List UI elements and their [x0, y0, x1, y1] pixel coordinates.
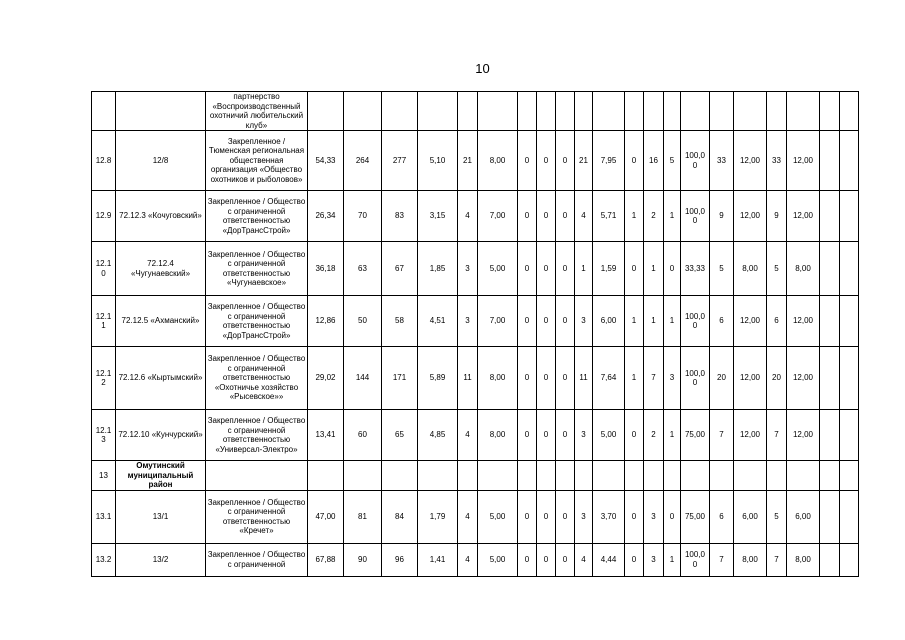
- table-cell: 72.12.3 «Кочуговский»: [116, 191, 206, 242]
- table-cell: [787, 461, 820, 491]
- table-cell: 63: [344, 242, 382, 296]
- table-cell: [518, 461, 537, 491]
- table-cell: 6: [767, 296, 787, 347]
- table-cell: 277: [382, 131, 418, 191]
- table-cell: 1,41: [418, 543, 458, 576]
- table-cell: [308, 461, 344, 491]
- table-cell: 1: [644, 242, 664, 296]
- table-row: [92, 296, 859, 347]
- table-cell: 0: [518, 191, 537, 242]
- table-cell: 12.1 2: [92, 347, 116, 410]
- table-cell: 67,88: [308, 543, 344, 576]
- table-cell: 12,00: [787, 131, 820, 191]
- table-cell: 12.1 1: [92, 296, 116, 347]
- table-cell: 0: [556, 242, 575, 296]
- table-cell: 84: [382, 490, 418, 543]
- table-cell: 3: [575, 490, 593, 543]
- table-cell: 6,00: [593, 296, 625, 347]
- table-cell: 8,00: [734, 242, 767, 296]
- table-cell: [840, 92, 859, 131]
- table-cell: 3,70: [593, 490, 625, 543]
- table-cell: 3: [458, 296, 478, 347]
- table-cell: 12.9: [92, 191, 116, 242]
- table-cell: Закрепленное / Общество с ограниченной ответственностью «ДорТрансСтрой»: [206, 191, 308, 242]
- table-cell: 12,00: [734, 296, 767, 347]
- table-cell: 72.12.5 «Ахманский»: [116, 296, 206, 347]
- table-cell: 1,59: [593, 242, 625, 296]
- table-cell: [820, 410, 840, 461]
- table-cell: 8,00: [787, 242, 820, 296]
- table-cell: [575, 92, 593, 131]
- table-cell: 0: [625, 490, 644, 543]
- table-cell: 5,00: [478, 490, 518, 543]
- table-cell: 100,0 0: [681, 543, 710, 576]
- table-cell: 0: [556, 347, 575, 410]
- table-cell: 60: [344, 410, 382, 461]
- table-cell: [787, 92, 820, 131]
- table-cell: 3: [458, 242, 478, 296]
- table-cell: 12,86: [308, 296, 344, 347]
- table-cell: [644, 92, 664, 131]
- table-cell: 5,00: [593, 410, 625, 461]
- table-cell: 33: [767, 131, 787, 191]
- table-cell: [840, 131, 859, 191]
- table-cell: 65: [382, 410, 418, 461]
- table-cell: [681, 92, 710, 131]
- table-cell: [382, 92, 418, 131]
- table-cell: 11: [458, 347, 478, 410]
- table-cell: 21: [458, 131, 478, 191]
- table-cell: 33,33: [681, 242, 710, 296]
- table-cell: 72.12.4 «Чугунаевский»: [116, 242, 206, 296]
- table-cell: 20: [710, 347, 734, 410]
- table-cell: 36,18: [308, 242, 344, 296]
- table-cell: [206, 461, 308, 491]
- table-cell: [518, 92, 537, 131]
- table-body: [92, 92, 859, 577]
- table-cell: [734, 92, 767, 131]
- table-cell: 12/8: [116, 131, 206, 191]
- table-cell: 5: [767, 490, 787, 543]
- table-cell: 11: [575, 347, 593, 410]
- table-cell: 12.8: [92, 131, 116, 191]
- table-cell: 0: [556, 296, 575, 347]
- table-cell: 47,00: [308, 490, 344, 543]
- table-cell: [840, 191, 859, 242]
- table-cell: 1: [664, 543, 681, 576]
- table-cell: 0: [518, 543, 537, 576]
- table-cell: 8,00: [734, 543, 767, 576]
- table-cell: 171: [382, 347, 418, 410]
- table-cell: 0: [556, 191, 575, 242]
- table-cell: 13/1: [116, 490, 206, 543]
- table-cell: [625, 92, 644, 131]
- table-cell: 1: [625, 191, 644, 242]
- table-cell: 9: [710, 191, 734, 242]
- table-cell: Закрепленное / Общество с ограниченной ответственностью «Кречет»: [206, 490, 308, 543]
- table-cell: 2: [644, 191, 664, 242]
- table-cell: 264: [344, 131, 382, 191]
- table-row: [92, 543, 859, 576]
- table-cell: 7: [644, 347, 664, 410]
- table-cell: 12.1 0: [92, 242, 116, 296]
- table-cell: 5,00: [478, 242, 518, 296]
- table-cell: 0: [537, 543, 556, 576]
- table-cell: [820, 296, 840, 347]
- table-cell: 100,0 0: [681, 131, 710, 191]
- table-cell: 7: [767, 410, 787, 461]
- table-cell: 0: [664, 242, 681, 296]
- table-cell: 3: [664, 347, 681, 410]
- table-cell: 7,64: [593, 347, 625, 410]
- table-cell: [116, 92, 206, 131]
- table-cell: 5,10: [418, 131, 458, 191]
- table-cell: 3,15: [418, 191, 458, 242]
- table-cell: [840, 490, 859, 543]
- table-row: [92, 410, 859, 461]
- table-cell: 1: [664, 296, 681, 347]
- table-cell: [664, 92, 681, 131]
- table-cell: 4,85: [418, 410, 458, 461]
- table-cell: 81: [344, 490, 382, 543]
- table-cell: 0: [518, 296, 537, 347]
- table-cell: [840, 296, 859, 347]
- page-number: 10: [475, 61, 490, 76]
- table-row: [92, 191, 859, 242]
- table-cell: 4,51: [418, 296, 458, 347]
- table-cell: 0: [537, 296, 556, 347]
- table-cell: 26,34: [308, 191, 344, 242]
- table-cell: [418, 461, 458, 491]
- table-cell: 12.1 3: [92, 410, 116, 461]
- table-cell: 1: [644, 296, 664, 347]
- table-cell: 5,89: [418, 347, 458, 410]
- table-cell: 5: [710, 242, 734, 296]
- table-cell: 12,00: [734, 191, 767, 242]
- table-cell: Закрепленное / Общество с ограниченной: [206, 543, 308, 576]
- table-cell: 13: [92, 461, 116, 491]
- table-cell: 70: [344, 191, 382, 242]
- table-row: [92, 92, 859, 131]
- table-cell: 0: [625, 543, 644, 576]
- table-cell: [767, 92, 787, 131]
- table-cell: 0: [625, 242, 644, 296]
- table-cell: 0: [537, 242, 556, 296]
- table-cell: 12,00: [787, 410, 820, 461]
- table-cell: 7,00: [478, 296, 518, 347]
- table-cell: 4: [458, 191, 478, 242]
- table-cell: 8,00: [478, 347, 518, 410]
- table-cell: [664, 461, 681, 491]
- table-cell: [458, 461, 478, 491]
- table-cell: партнерство «Воспроизводственный охотничий любительский клуб»: [206, 92, 308, 131]
- table-cell: 5,71: [593, 191, 625, 242]
- table-cell: 3: [644, 543, 664, 576]
- table-cell: 6: [710, 296, 734, 347]
- table-cell: 1: [625, 296, 644, 347]
- table-cell: 0: [518, 490, 537, 543]
- table-cell: [556, 461, 575, 491]
- table-cell: 3: [575, 296, 593, 347]
- table-cell: [820, 92, 840, 131]
- table-cell: [537, 461, 556, 491]
- table-cell: 0: [556, 543, 575, 576]
- table-cell: [840, 347, 859, 410]
- data-table: [91, 91, 859, 577]
- table-cell: [308, 92, 344, 131]
- table-cell: [840, 461, 859, 491]
- table-cell: 7: [710, 543, 734, 576]
- table-cell: 1: [625, 347, 644, 410]
- table-cell: 72.12.6 «Кыртымский»: [116, 347, 206, 410]
- table-cell: 7,00: [478, 191, 518, 242]
- table-cell: 2: [644, 410, 664, 461]
- table-cell: 13.2: [92, 543, 116, 576]
- table-cell: 96: [382, 543, 418, 576]
- table-row: [92, 347, 859, 410]
- table-cell: [820, 242, 840, 296]
- table-cell: 4: [575, 543, 593, 576]
- table-cell: 12,00: [734, 347, 767, 410]
- table-cell: 100,0 0: [681, 296, 710, 347]
- table-cell: [840, 242, 859, 296]
- table-cell: [382, 461, 418, 491]
- table-cell: [820, 543, 840, 576]
- table-cell: 29,02: [308, 347, 344, 410]
- table-cell: 0: [537, 347, 556, 410]
- table-cell: 12,00: [734, 410, 767, 461]
- table-cell: 54,33: [308, 131, 344, 191]
- table-cell: 5,00: [478, 543, 518, 576]
- table-cell: 12,00: [734, 131, 767, 191]
- table-cell: [767, 461, 787, 491]
- table-cell: 6,00: [734, 490, 767, 543]
- table-cell: 1: [664, 191, 681, 242]
- table-cell: 6,00: [787, 490, 820, 543]
- table-cell: 5: [664, 131, 681, 191]
- table-cell: 100,0 0: [681, 191, 710, 242]
- table-cell: [593, 92, 625, 131]
- table-cell: [556, 92, 575, 131]
- table-cell: [593, 461, 625, 491]
- table-cell: Закрепленное / Общество с ограниченной ответственностью «Чугунаевское»: [206, 242, 308, 296]
- table-cell: 4: [458, 543, 478, 576]
- table-cell: Закрепленное / Общество с ограниченной ответственностью «Охотничье хозяйство «Рысевское»»: [206, 347, 308, 410]
- table-cell: 67: [382, 242, 418, 296]
- table-cell: [344, 461, 382, 491]
- table-cell: 6: [710, 490, 734, 543]
- table-cell: 5: [767, 242, 787, 296]
- table-cell: [734, 461, 767, 491]
- table-cell: 0: [537, 410, 556, 461]
- table-cell: 100,0 0: [681, 347, 710, 410]
- table-cell: 0: [625, 131, 644, 191]
- table-cell: 4: [458, 490, 478, 543]
- table-cell: 4: [575, 191, 593, 242]
- table-cell: [820, 131, 840, 191]
- table-cell: 8,00: [478, 131, 518, 191]
- table-cell: 0: [518, 410, 537, 461]
- table-row: [92, 242, 859, 296]
- table-cell: 8,00: [478, 410, 518, 461]
- table-cell: 4: [458, 410, 478, 461]
- table-cell: 0: [518, 131, 537, 191]
- table-cell: [537, 92, 556, 131]
- table-cell: [840, 410, 859, 461]
- table-cell: 9: [767, 191, 787, 242]
- table-cell: [840, 543, 859, 576]
- table-cell: [681, 461, 710, 491]
- table-cell: 12,00: [787, 347, 820, 410]
- table-cell: [625, 461, 644, 491]
- table-cell: 0: [518, 347, 537, 410]
- table-cell: [478, 92, 518, 131]
- table-cell: [644, 461, 664, 491]
- table-cell: 3: [575, 410, 593, 461]
- table-cell: 75,00: [681, 410, 710, 461]
- table-cell: 1: [575, 242, 593, 296]
- table-cell: 8,00: [787, 543, 820, 576]
- table-cell: [418, 92, 458, 131]
- table-cell: 58: [382, 296, 418, 347]
- table-cell: 0: [625, 410, 644, 461]
- table-cell: 0: [556, 131, 575, 191]
- table-cell: [344, 92, 382, 131]
- table-cell: 0: [556, 490, 575, 543]
- table-cell: 0: [518, 242, 537, 296]
- table-cell: 0: [556, 410, 575, 461]
- table-row: [92, 131, 859, 191]
- table-row: [92, 461, 859, 491]
- table-cell: Закрепленное / Общество с ограниченной ответственностью «Универсал-Электро»: [206, 410, 308, 461]
- table-cell: [92, 92, 116, 131]
- table-cell: [820, 191, 840, 242]
- table-cell: 75,00: [681, 490, 710, 543]
- table-cell: 13,41: [308, 410, 344, 461]
- table-cell: 144: [344, 347, 382, 410]
- table-cell: Закрепленное / Тюменская региональная общественная организация «Общество охотников и рыболовов»: [206, 131, 308, 191]
- table-cell: 4,44: [593, 543, 625, 576]
- table-cell: [575, 461, 593, 491]
- table-row: [92, 490, 859, 543]
- table-cell: 0: [537, 490, 556, 543]
- table-cell: 72.12.10 «Кунчурский»: [116, 410, 206, 461]
- table-cell: 90: [344, 543, 382, 576]
- table-cell: [820, 490, 840, 543]
- table-cell: 20: [767, 347, 787, 410]
- table-cell: 12,00: [787, 296, 820, 347]
- table-cell: 16: [644, 131, 664, 191]
- table-cell: 50: [344, 296, 382, 347]
- table-cell: 13.1: [92, 490, 116, 543]
- table-cell: 1,79: [418, 490, 458, 543]
- table-cell: Закрепленное / Общество с ограниченной ответственностью «ДорТрансСтрой»: [206, 296, 308, 347]
- table-cell: 0: [664, 490, 681, 543]
- table-cell: [478, 461, 518, 491]
- table-cell: [820, 461, 840, 491]
- table-cell: 7: [767, 543, 787, 576]
- table-cell: 3: [644, 490, 664, 543]
- table-cell: [710, 461, 734, 491]
- table-cell: 0: [537, 131, 556, 191]
- table-cell: [820, 347, 840, 410]
- table-cell: 13/2: [116, 543, 206, 576]
- table-cell: 0: [537, 191, 556, 242]
- table-cell: 12,00: [787, 191, 820, 242]
- table-cell: 21: [575, 131, 593, 191]
- table-cell: [710, 92, 734, 131]
- table-cell: 83: [382, 191, 418, 242]
- table-cell: 7: [710, 410, 734, 461]
- table-cell: Омутинский муниципальный район: [116, 461, 206, 491]
- table-cell: 1: [664, 410, 681, 461]
- table-cell: 1,85: [418, 242, 458, 296]
- table-cell: 7,95: [593, 131, 625, 191]
- table-cell: [458, 92, 478, 131]
- table-cell: 33: [710, 131, 734, 191]
